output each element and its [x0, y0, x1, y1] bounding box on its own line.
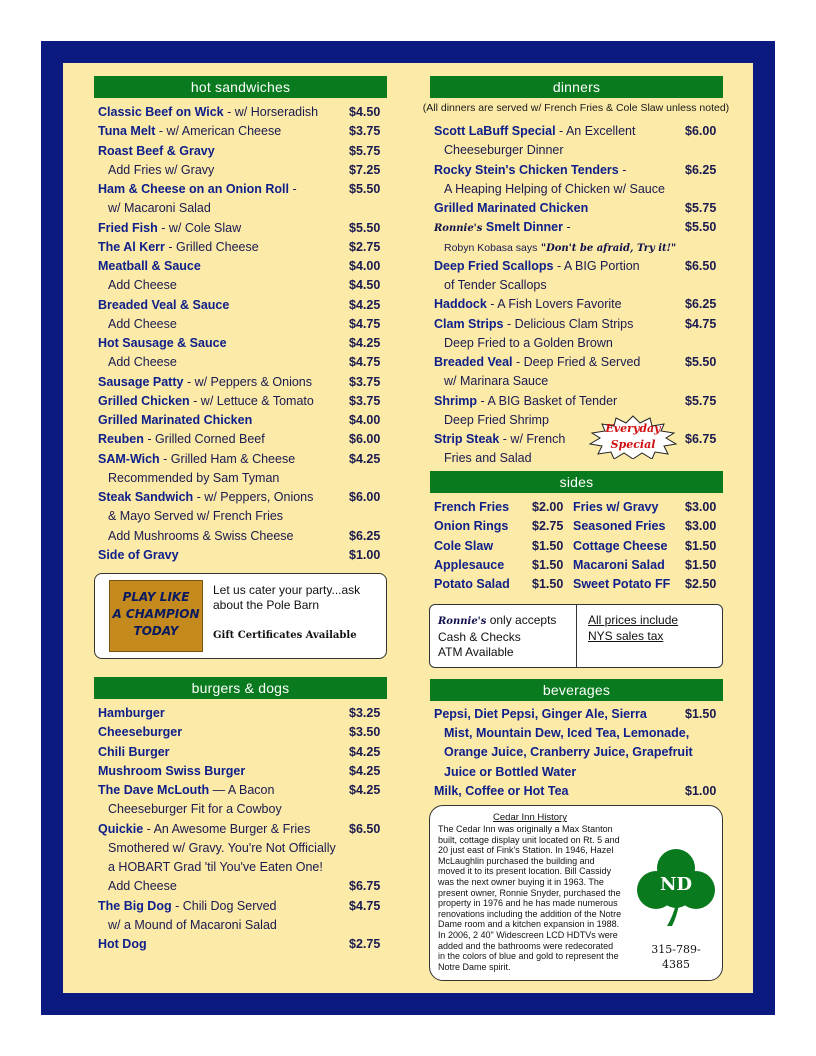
gift-certificates-text: Gift Certificates Available [213, 630, 357, 641]
menu-item [434, 219, 571, 237]
item-description: A Heaping Helping of Chicken w/ Sauce [444, 181, 665, 196]
menu-item [444, 181, 665, 197]
item-name: Grilled Chicken [98, 393, 190, 408]
special-text: Special [610, 438, 656, 451]
item-description: - Grilled Corned Beef [143, 432, 265, 447]
section-title: beverages [542, 682, 611, 698]
item-price: $4.25 [349, 336, 381, 350]
menu-item [98, 143, 215, 159]
item-description: Add Cheese [108, 355, 177, 370]
history-line: Dame room and a kitchen expansion in 1988. [438, 919, 620, 930]
menu-item [98, 763, 245, 779]
section-title: burgers & dogs [191, 680, 290, 696]
item-description: w/ Marinara Sauce [444, 374, 549, 389]
side-price: $1.50 [532, 538, 564, 553]
dinners-note: (All dinners are served w/ French Fries & Cole Slaw unless noted) [422, 102, 730, 114]
item-name: The Big Dog [98, 898, 172, 913]
cater-text: about the Pole Barn [213, 598, 320, 612]
menu-item [98, 431, 265, 447]
history-title: Cedar Inn History [493, 812, 567, 823]
menu-item [444, 450, 532, 466]
item-price: $7.25 [349, 162, 381, 177]
menu-item [98, 335, 227, 351]
item-description: Add Mushrooms & Swiss Cheese [108, 528, 294, 543]
item-price: $6.00 [349, 490, 381, 504]
item-name: Shrimp [434, 393, 478, 408]
history-line: The Cedar Inn was originally a Max Stanton [438, 824, 613, 834]
menu-item [108, 162, 214, 178]
item-description: - [562, 220, 571, 235]
item-description: - A BIG Portion [553, 258, 640, 273]
section-header-hot-sandwiches [94, 76, 387, 98]
beverage-line: Orange Juice, Cranberry Juice, Grapefruit [444, 745, 693, 760]
item-description: w/ Macaroni Salad [108, 201, 211, 216]
tax-text: NYS sales tax [588, 628, 664, 643]
menu-item [98, 451, 295, 467]
item-description: Add Cheese [108, 879, 177, 894]
logo-line: A CHAMPION [112, 607, 200, 621]
menu-item [108, 200, 211, 216]
history-text [438, 824, 621, 972]
item-price: $5.50 [349, 220, 381, 235]
item-name: Smelt Dinner [485, 220, 563, 235]
item-description: Deep Fried to a Golden Brown [444, 335, 613, 350]
item-price: $3.25 [349, 706, 381, 720]
menu-item [434, 123, 635, 139]
phone-number: 315-789- [651, 943, 701, 956]
beverage-price: $1.00 [685, 784, 717, 798]
item-name: Fried Fish [98, 220, 158, 235]
item-description: - A BIG Basket of Tender [477, 393, 618, 408]
history-line: was the next owner buying it in 1963. The [438, 876, 604, 887]
item-name: Strip Steak [434, 432, 500, 446]
side-name: Onion Rings [434, 519, 509, 534]
side-price: $3.00 [685, 500, 717, 514]
item-price: $4.00 [349, 413, 381, 427]
special-text: Everyday [605, 422, 661, 435]
menu-item [434, 162, 626, 178]
item-description: Cheeseburger Fit for a Cowboy [108, 802, 282, 817]
item-name: Grilled Marinated Chicken [434, 201, 589, 215]
item-name: Breaded Veal & Sauce [98, 297, 230, 312]
item-price: $3.75 [349, 374, 381, 389]
menu-item [98, 724, 182, 740]
item-name: Ham & Cheese on an Onion Roll [98, 182, 289, 196]
item-price: $4.25 [349, 451, 381, 466]
item-price: $6.50 [349, 821, 381, 836]
menu-item [434, 200, 588, 216]
item-price: $5.75 [349, 143, 381, 158]
menu-item [444, 335, 613, 351]
history-line: in the colors of blue and gold to represent the [438, 951, 619, 962]
side-name: Macaroni Salad [573, 557, 665, 572]
menu-item [98, 239, 259, 255]
item-name: Haddock [434, 297, 487, 312]
item-price: $1.00 [349, 547, 381, 562]
side-name: Potato Salad [434, 577, 510, 591]
history-line: added and the bathrooms were redecorated [438, 940, 614, 951]
menu-item [108, 354, 177, 370]
item-name: Rocky Stein's Chicken Tenders [434, 162, 619, 177]
item-description: Fries and Salad [444, 451, 532, 466]
menu-item [108, 470, 279, 486]
item-name: Scott LaBuff Special [434, 124, 556, 138]
section-header-burgers [94, 677, 387, 699]
logo-line: PLAY LIKE [122, 590, 190, 604]
menu-panel [63, 63, 753, 993]
item-price: $4.25 [349, 763, 381, 778]
item-price: $5.50 [685, 220, 717, 235]
menu-item [98, 412, 252, 428]
item-name: Hot Dog [98, 937, 147, 951]
item-description: of Tender Scallops [444, 278, 547, 292]
menu-item [108, 878, 177, 894]
side-name: Sweet Potato FF [573, 577, 671, 591]
menu-item [108, 917, 277, 933]
payment-text: only accepts [486, 613, 557, 627]
side-name: Seasoned Fries [573, 519, 666, 534]
item-description: - w/ Horseradish [223, 105, 319, 119]
tax-text: All prices include [588, 613, 679, 627]
item-price: $4.75 [349, 898, 381, 913]
history-line: built, cottage display unit located on Rt. 5 and [438, 834, 620, 845]
item-price: $3.75 [349, 393, 381, 408]
item-description: - Delicious Clam Strips [503, 316, 634, 331]
item-description: Cheeseburger Dinner [444, 143, 564, 158]
item-name: Deep Fried Scallops [434, 258, 554, 273]
menu-item [108, 316, 177, 332]
section-header-dinners [430, 76, 723, 98]
section-title: sides [559, 474, 594, 490]
item-name: Hamburger [98, 706, 165, 720]
item-name: Reuben [98, 432, 144, 447]
beverage-line: Pepsi, Diet Pepsi, Ginger Ale, Sierra [434, 707, 647, 721]
side-name: Cottage Cheese [573, 538, 668, 553]
item-name: Quickie [98, 821, 144, 836]
menu-item [98, 744, 170, 760]
item-description: - w/ Peppers, Onions [193, 490, 314, 504]
menu-item [98, 393, 314, 409]
item-name: Mushroom Swiss Burger [98, 763, 246, 778]
payment-divider [576, 605, 577, 667]
menu-item [108, 840, 336, 856]
item-description: - w/ Lettuce & Tomato [189, 393, 314, 408]
payment-box [429, 604, 723, 668]
side-name: Applesauce [434, 557, 505, 572]
history-line: In 2006, 2 40" Widescreen LCD HDTVs were [438, 929, 618, 940]
item-price: $5.75 [685, 393, 717, 408]
item-name: The Dave McLouth [98, 783, 210, 797]
side-price: $1.50 [532, 577, 564, 591]
item-price: $4.25 [349, 744, 381, 759]
menu-item [444, 373, 548, 389]
menu-item [434, 316, 633, 332]
menu-item [444, 239, 676, 257]
item-description: - A Fish Lovers Favorite [486, 297, 622, 312]
item-name: Tuna Melt [98, 124, 156, 139]
side-price: $2.75 [532, 519, 564, 534]
item-name: Classic Beef on Wick [98, 105, 224, 119]
item-name: Sausage Patty [98, 374, 184, 389]
side-price: $1.50 [532, 557, 564, 572]
item-price: $6.25 [685, 162, 717, 177]
item-name: Breaded Veal [434, 355, 513, 369]
item-description: - [289, 182, 297, 196]
menu-item [98, 705, 165, 721]
history-line: moved it to its present location. Bill Cassidy [438, 866, 612, 877]
item-description: Add Cheese [108, 278, 177, 293]
item-description: - An Excellent [555, 124, 636, 138]
item-name: Clam Strips [434, 316, 504, 331]
history-line: present owner, Ronnie Snyder, purchased the [438, 887, 621, 898]
payment-text: ATM Available [438, 645, 514, 659]
item-price: $4.25 [349, 783, 381, 797]
section-title: dinners [552, 79, 601, 95]
menu-item [98, 123, 281, 139]
item-name: SAM-Wich [98, 451, 160, 466]
menu-item [98, 297, 229, 313]
item-description: Add Cheese [108, 316, 177, 331]
item-price: $4.75 [349, 316, 381, 331]
history-line: McLaughlin purchased the building and [438, 855, 595, 866]
beverage-line: Milk, Coffee or Hot Tea [434, 783, 569, 798]
menu-item [98, 898, 277, 914]
item-description: - [618, 162, 627, 177]
item-price: $3.50 [349, 725, 381, 740]
item-price: $6.25 [349, 528, 381, 543]
everyday-special-badge [588, 415, 678, 459]
history-line: 20 just east of Fink's Station. In 1946, Hazel [438, 845, 614, 856]
nd-logo-text: ND [659, 874, 693, 895]
menu-item [108, 859, 323, 875]
item-description: - w/ French [499, 432, 566, 446]
menu-item [98, 181, 297, 197]
item-description: - w/ American Cheese [155, 124, 282, 139]
item-price: $5.75 [685, 201, 717, 215]
item-price: $2.75 [349, 239, 381, 254]
side-name: French Fries [434, 500, 510, 514]
history-line: renovations including the addition of the Notre [438, 908, 622, 919]
item-description: w/ a Mound of Macaroni Salad [108, 917, 277, 932]
item-price: $6.00 [349, 432, 381, 447]
section-header-beverages [430, 679, 723, 701]
history-line: property in 1976 and he has made numerous [438, 898, 618, 909]
item-description: - Chili Dog Served [171, 898, 277, 913]
item-price: $4.50 [349, 278, 381, 293]
item-price: $4.50 [349, 105, 381, 119]
menu-item [108, 277, 177, 293]
beverage-price: $1.50 [685, 707, 717, 721]
menu-item [98, 821, 310, 837]
menu-item [98, 782, 274, 798]
menu-item [98, 220, 241, 236]
page-border [41, 41, 775, 1015]
item-price: $5.50 [685, 355, 717, 369]
menu-item [98, 936, 147, 952]
history-box [429, 805, 723, 981]
item-price: $4.00 [349, 259, 381, 273]
item-description: - Grilled Cheese [164, 239, 259, 254]
menu-item [108, 801, 282, 817]
ronnies-logo-text: Ronnie's [438, 616, 487, 627]
item-description: Add Fries w/ Gravy [108, 162, 215, 177]
logo-line: TODAY [133, 624, 179, 638]
menu-item [98, 258, 201, 274]
item-price: $5.50 [349, 182, 381, 196]
menu-item [434, 354, 640, 370]
item-price: $6.25 [685, 297, 717, 312]
shamrock-icon [635, 846, 717, 928]
item-description: — A Bacon [209, 783, 275, 797]
cater-text: Let us cater your party...ask [213, 583, 361, 597]
menu-item [444, 412, 549, 428]
item-description: - An Awesome Burger & Fries [143, 821, 311, 836]
item-description: - w/ Peppers & Onions [183, 374, 312, 389]
beverage-line: Juice or Bottled Water [444, 764, 577, 779]
item-price: $6.00 [685, 124, 717, 138]
item-description: - w/ Cole Slaw [157, 220, 242, 235]
item-name: The Al Kerr [98, 239, 165, 254]
item-description: - Grilled Ham & Cheese [159, 451, 296, 466]
menu-item [108, 528, 294, 544]
beverages-list [434, 705, 693, 801]
item-description: & Mayo Served w/ French Fries [108, 509, 284, 524]
beverage-line: Mist, Mountain Dew, Iced Tea, Lemonade, [444, 726, 690, 741]
menu-item [98, 547, 179, 563]
item-description: Deep Fried Shrimp [444, 412, 549, 427]
phone-number: 4385 [662, 958, 690, 971]
menu-item [98, 104, 318, 120]
item-name: Roast Beef & Gravy [98, 143, 215, 158]
side-name: Fries w/ Gravy [573, 500, 659, 514]
item-name: Side of Gravy [98, 547, 179, 562]
side-price: $3.00 [685, 519, 717, 534]
menu-item [98, 374, 312, 390]
item-description: Robyn Kobasa says [444, 241, 538, 254]
item-description: Recommended by Sam Tyman [108, 470, 280, 485]
item-description: - Deep Fried & Served [512, 355, 641, 369]
menu-item [434, 296, 622, 312]
side-price: $1.50 [685, 538, 717, 553]
section-header-sides [430, 471, 723, 493]
item-name: Hot Sausage & Sauce [98, 336, 227, 350]
item-price: $3.75 [349, 124, 381, 139]
item-price: $4.75 [349, 355, 381, 370]
menu-item [108, 508, 283, 524]
ronnies-logo-text: Ronnie's [434, 223, 486, 235]
menu-item [444, 142, 564, 158]
item-name: Meatball & Sauce [98, 259, 201, 273]
side-price: $2.50 [685, 577, 717, 591]
item-description: Smothered w/ Gravy. You're Not Officially [108, 840, 336, 855]
item-price: $6.50 [685, 258, 717, 273]
side-price: $1.50 [685, 557, 717, 572]
item-price: $6.75 [685, 432, 717, 446]
item-price: $4.75 [685, 316, 717, 331]
item-price: $4.25 [349, 297, 381, 312]
section-title: hot sandwiches [190, 79, 291, 95]
payment-text: Cash & Checks [438, 629, 521, 644]
item-price: $2.75 [349, 937, 381, 951]
menu-item [434, 393, 617, 409]
promo-box [94, 573, 387, 659]
menu-item [434, 431, 565, 447]
item-name: Grilled Marinated Chicken [98, 413, 253, 427]
menu-item [434, 258, 640, 274]
item-name: Cheeseburger [98, 725, 183, 740]
item-name: Steak Sandwich [98, 490, 194, 504]
item-description: a HOBART Grad 'til You've Eaten One! [108, 860, 323, 874]
item-quote: "Don't be afraid, Try it!" [537, 242, 677, 254]
side-price: $2.00 [532, 500, 564, 514]
item-name: Chili Burger [98, 744, 170, 759]
menu-item [98, 489, 313, 505]
history-line: Notre Dame spirit. [438, 961, 511, 972]
menu-item [444, 277, 547, 293]
side-name: Cole Slaw [434, 538, 494, 553]
item-price: $6.75 [349, 879, 381, 894]
play-like-a-champion-logo [109, 580, 203, 652]
